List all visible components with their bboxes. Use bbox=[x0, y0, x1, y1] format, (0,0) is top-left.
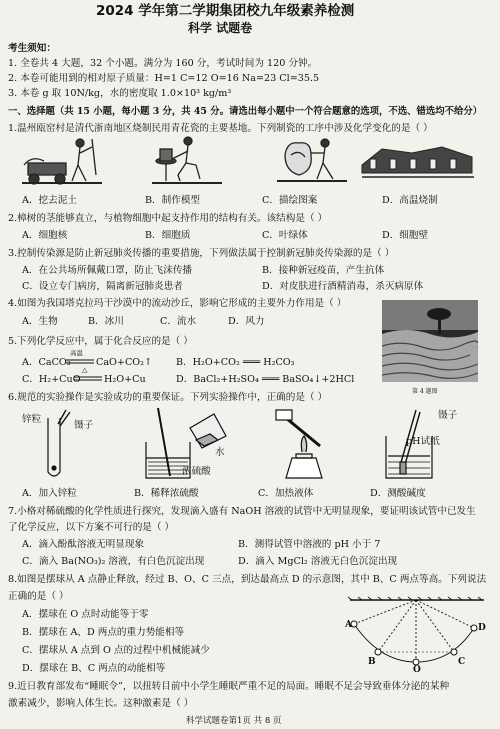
q8-option-c: C．摆球从 A 点到 O 点的过程中机械能减少 bbox=[22, 645, 210, 656]
label-water: 水 bbox=[215, 447, 225, 458]
q5-option-b: B．H₂O+CO₂ ═══ H₂CO₃ bbox=[176, 357, 295, 368]
question-1-figures bbox=[22, 135, 482, 191]
q5-option-c-reactant: C．H₂+CuO bbox=[22, 374, 81, 385]
q7-option-a: A．滴入酚酞溶液无明显现象 bbox=[22, 539, 145, 550]
point-label-o: O bbox=[413, 665, 421, 675]
point-label-b: B bbox=[368, 657, 376, 667]
q3-option-b: B．接种新冠疫苗，产生抗体 bbox=[262, 265, 385, 276]
pendulum-diagram bbox=[340, 596, 490, 674]
q1-option-c: C．描绘图案 bbox=[262, 195, 318, 206]
question-9-stem-line1: 9.近日教育部发布“睡眠令”，以扭转目前中小学生睡眠严重不足的局面。睡眠不足会导致垂体分泌的某种 bbox=[8, 681, 450, 692]
label-ph-paper: pH试纸 bbox=[406, 436, 440, 447]
q4-option-d: D．风力 bbox=[228, 316, 265, 327]
q7-option-b: B．测得试管中溶液的 pH 小于 7 bbox=[238, 539, 381, 550]
kiln-illustration bbox=[362, 147, 474, 177]
test-tube-icon bbox=[48, 410, 70, 476]
label-tweezers-d: 镊子 bbox=[438, 410, 458, 421]
notes-line-3: 3. 本卷 g 取 10N/kg，水的密度取 1.0×10³ kg/m³ bbox=[8, 88, 232, 99]
q6-option-b: B．稀释浓硫酸 bbox=[134, 488, 199, 499]
q5-condition-heat: △ bbox=[82, 366, 88, 374]
label-zinc: 锌粒 bbox=[22, 414, 42, 425]
question-2-stem: 2.樟树的茎能够直立，与植物细胞中起支持作用的结构有关。该结构是（ ） bbox=[8, 213, 328, 224]
question-1-stem: 1.温州瓯窑村是清代浙南地区烧制民用青花瓷的主要基地。下列制瓷的工序中涉及化学变化的是（ ） bbox=[8, 123, 433, 134]
question-6-stem: 6.规范的实验操作是实验成功的重要保证。下列实验操作中，正确的是（ ） bbox=[8, 392, 328, 403]
desert-dune-photo bbox=[382, 300, 478, 382]
question-7-stem-line2: 了化学反应，以下方案不可行的是（ ） bbox=[8, 522, 175, 533]
q5-equals-sign-a bbox=[66, 359, 94, 365]
q4-option-a: A．生物 bbox=[22, 316, 58, 327]
q6-option-a: A．加入锌粒 bbox=[22, 488, 77, 499]
q4-option-b: B．冰川 bbox=[88, 316, 124, 327]
q5-option-c-product: H₂O+Cu bbox=[104, 374, 146, 385]
notes-line-2: 2. 本卷可能用到的相对原子质量：H=1 C=12 O=16 Na=23 Cl=35.5 bbox=[8, 73, 320, 84]
label-concentrated-acid: 浓硫酸 bbox=[182, 466, 211, 477]
q4-figure-caption: 第 4 题图 bbox=[412, 388, 438, 395]
q2-option-a: A．细胞核 bbox=[22, 230, 68, 241]
question-8-stem-line2: 正确的是（ ） bbox=[8, 591, 69, 602]
page-footer: 科学试题卷第1页 共 8 页 bbox=[186, 716, 282, 726]
q5-option-a-reactant: A．CaCO₃ bbox=[22, 357, 71, 368]
point-label-c: C bbox=[458, 657, 466, 667]
notes-heading: 考生须知： bbox=[8, 43, 56, 54]
question-5-stem: 5.下列化学反应中，属于化合反应的是（ ） bbox=[8, 336, 193, 347]
point-label-d: D bbox=[478, 623, 486, 633]
q7-option-c: C．滴入 Ba(NO₃)₂ 溶液，有白色沉淀出现 bbox=[22, 556, 205, 567]
pottery-illustration bbox=[152, 137, 222, 183]
q7-option-d: D．滴入 MgCl₂ 溶液无白色沉淀出现 bbox=[238, 556, 398, 567]
question-4-stem: 4.如图为我国塔克拉玛干沙漠中的流动沙丘，影响它形成的主要外力作用是（ ） bbox=[8, 298, 347, 309]
question-7-stem-line1: 7.小格对稀硫酸的化学性质进行探究，发现滴入盛有 NaOH 溶液的试管中无明显现象，要证明该试管中已发生 bbox=[8, 506, 476, 517]
q5-condition-high-temp: 高温 bbox=[70, 349, 83, 357]
exam-title: 2024 学年第二学期集团校九年级素养检测 bbox=[96, 3, 355, 19]
question-3-stem: 3.控制传染源是防止新冠肺炎传播的重要措施，下列做法属于控制新冠肺炎传染源的是（ ） bbox=[8, 248, 395, 259]
q2-option-b: B．细胞质 bbox=[145, 230, 191, 241]
q3-option-d: D．对皮肤进行酒精消毒，杀灭病原体 bbox=[262, 281, 424, 292]
notes-line-1: 1. 全卷共 4 大题，32 个小题。满分为 160 分，考试时间为 120 分钟。 bbox=[8, 58, 318, 69]
q8-option-d: D．摆球在 B、C 两点的动能相等 bbox=[22, 663, 166, 674]
q6-option-c: C．加热液体 bbox=[258, 488, 314, 499]
label-tweezers-a: 镊子 bbox=[74, 420, 94, 431]
q5-option-a-product: CaO+CO₂↑ bbox=[96, 357, 153, 368]
section-heading: 一、选择题（共 15 小题，每小题 3 分，共 45 分。请选出每小题中一个符合题意的选项，不选、错选均不给分） bbox=[8, 106, 483, 117]
q4-option-c: C．流水 bbox=[160, 316, 197, 327]
q1-option-d: D．高温烧制 bbox=[382, 195, 438, 206]
alcohol-lamp-icon bbox=[276, 410, 322, 478]
q5-option-d: D．BaCl₂+H₂SO₄ ═══ BaSO₄↓+2HCl bbox=[176, 374, 355, 385]
painting-illustration bbox=[277, 139, 347, 181]
q2-option-d: D．细胞壁 bbox=[382, 230, 429, 241]
question-8-stem-line1: 8.如图是摆球从 A 点静止释放，经过 B、O、C 三点，到达最高点 D 的示意图，其中 B、C 两点等高。下列说法 bbox=[8, 574, 487, 585]
q6-option-d: D．测酸碱度 bbox=[370, 488, 426, 499]
q8-option-b: B．摆球在 A、D 两点的重力势能相等 bbox=[22, 627, 185, 638]
q3-option-c: C．设立专门病房，隔离新冠肺炎患者 bbox=[22, 281, 183, 292]
q3-option-a: A．在公共场所佩戴口罩，防止飞沫传播 bbox=[22, 265, 193, 276]
digging-illustration bbox=[22, 139, 102, 184]
q8-option-a: A．摆球在 O 点时动能等于零 bbox=[22, 609, 149, 620]
q1-option-b: B．制作模型 bbox=[145, 195, 201, 206]
q2-option-c: C．叶绿体 bbox=[262, 230, 308, 241]
q1-option-a: A．挖去泥土 bbox=[22, 195, 77, 206]
question-9-stem-line2: 激素减少，影响人体生长。这种激素是（ ） bbox=[8, 698, 194, 709]
exam-subtitle: 科学 试题卷 bbox=[188, 21, 253, 35]
q5-equals-sign-c bbox=[74, 376, 102, 382]
point-label-a: A bbox=[345, 620, 352, 630]
